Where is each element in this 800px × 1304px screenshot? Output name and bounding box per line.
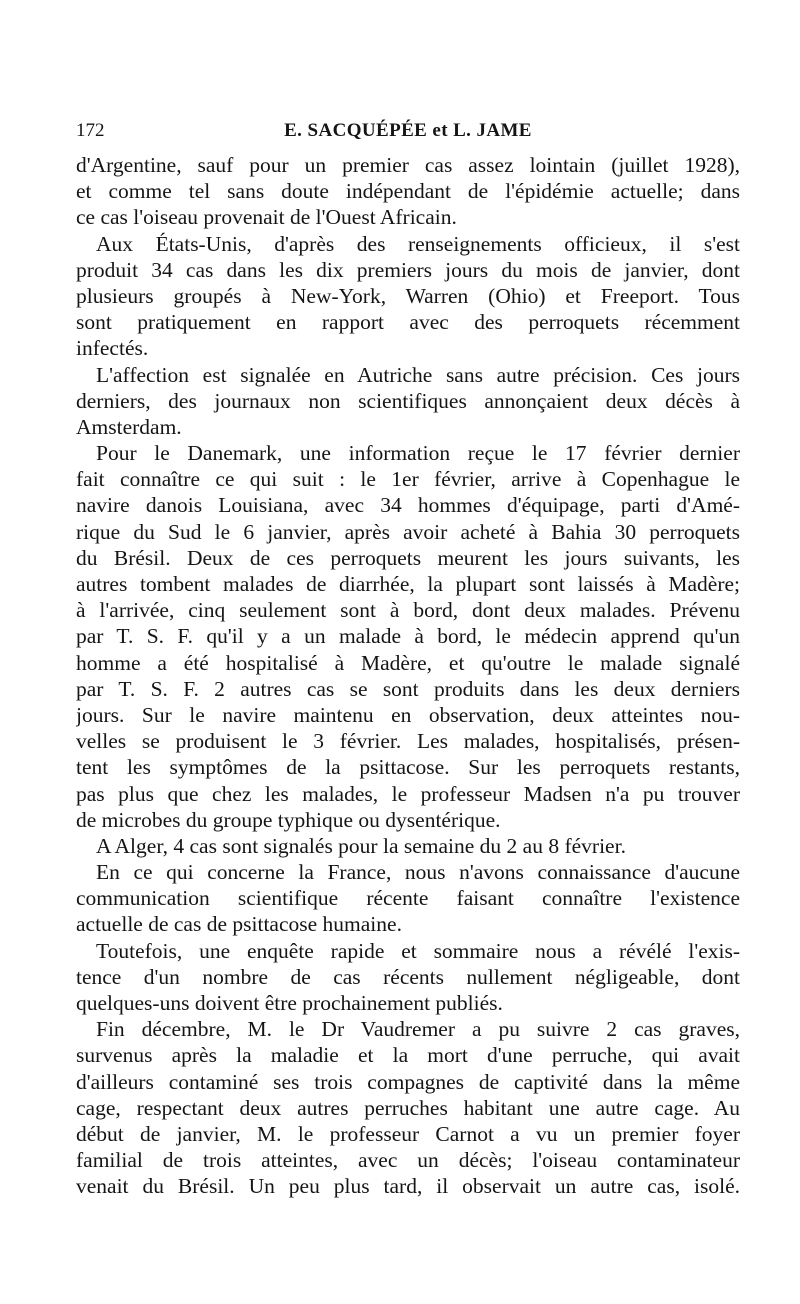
text-line: communication scientifique récente faisant connaître l'existence [76,886,740,911]
body-text [76,152,740,1200]
paragraph [76,152,740,231]
page-header [76,116,740,146]
text-line: derniers, des journaux non scientifiques annonçaient deux décès à [76,388,740,413]
text-line: venait du Brésil. Un peu plus tard, il observait un autre cas, isolé. [76,1174,740,1199]
paragraph [76,362,740,441]
text-line: Aux États-Unis, d'après des renseignements officieux, il s'est [96,231,740,256]
text-line: infectés. [76,336,149,361]
text-line: par T. S. F. 2 autres cas se sont produits dans les deux derniers [76,676,740,701]
text-line: Fin décembre, M. le Dr Vaudremer a pu suivre 2 cas graves, [96,1017,740,1042]
text-line: velles se produisent le 3 février. Les malades, hospitalisés, présen- [76,729,740,754]
text-line: par T. S. F. qu'il y a un malade à bord, le médecin apprend qu'un [76,624,740,649]
text-line: quelques-uns doivent être prochainement publiés. [76,991,503,1015]
paragraph [76,231,740,362]
paragraph [76,1016,740,1199]
text-line: et comme tel sans doute indépendant de l'épidémie actuelle; dans [76,179,740,204]
text-line: sont pratiquement en rapport avec des perroquets récemment [76,310,740,335]
text-line: survenus après la maladie et la mort d'une perruche, qui avait [76,1043,740,1068]
text-line: d'Argentine, sauf pour un premier cas assez lointain (juillet 1928), [76,153,740,177]
text-line: fait connaître ce qui suit : le 1er février, arrive à Copenhague le [76,467,740,492]
text-line: L'affection est signalée en Autriche sans autre précision. Ces jours [96,362,740,387]
text-line: tent les symptômes de la psittacose. Sur les perroquets restants, [76,755,740,780]
text-line: jours. Sur le navire maintenu en observation, deux atteintes nou- [76,702,740,727]
text-line: A Alger, 4 cas sont signalés pour la semaine du 2 au 8 février. [96,833,626,858]
text-line: à l'arrivée, cinq seulement sont à bord, dont deux malades. Prévenu [76,598,740,623]
text-line: Toutefois, une enquête rapide et sommaire nous a révélé l'exis- [96,938,740,963]
text-line: rique du Sud le 6 janvier, après avoir acheté à Bahia 30 perroquets [76,519,740,544]
text-line: tence d'un nombre de cas récents nullement négligeable, dont [76,964,740,989]
running-head-authors: E. SACQUÉPÉE et L. JAME [284,120,532,141]
text-line: familial de trois atteintes, avec un décès; l'oiseau contaminateur [76,1148,740,1173]
text-line: produit 34 cas dans les dix premiers jours du mois de janvier, dont [76,257,740,282]
paragraph [76,833,740,859]
text-line: homme a été hospitalisé à Madère, et qu'outre le malade signalé [76,650,740,675]
text-line: En ce qui concerne la France, nous n'avons connaissance d'aucune [96,860,740,885]
text-line: navire danois Louisiana, avec 34 hommes d'équipage, parti d'Amé- [76,493,740,518]
page-number: 172 [76,120,105,141]
text-line: Pour le Danemark, une information reçue le 17 février dernier [96,441,740,466]
text-line: cage, respectant deux autres perruches habitant une autre cage. Au [76,1095,740,1120]
paragraph [76,938,740,1017]
text-line: plusieurs groupés à New-York, Warren (Ohio) et Freeport. Tous [76,283,740,308]
text-line: ce cas l'oiseau provenait de l'Ouest Africain. [76,205,457,230]
text-line: début de janvier, M. le professeur Carnot a vu un premier foyer [76,1121,740,1146]
text-line: de microbes du groupe typhique ou dysentérique. [76,807,501,832]
paragraph [76,440,740,833]
text-line: d'ailleurs contaminé ses trois compagnes de captivité dans la même [76,1069,740,1094]
paragraph [76,859,740,938]
text-line: pas plus que chez les malades, le professeur Madsen n'a pu trouver [76,781,740,806]
text-line: autres tombent malades de diarrhée, la plupart sont laissés à Madère; [76,572,740,596]
text-line: du Brésil. Deux de ces perroquets meurent les jours suivants, les [76,545,740,570]
text-line: Amsterdam. [76,414,182,439]
text-line: actuelle de cas de psittacose humaine. [76,912,402,937]
